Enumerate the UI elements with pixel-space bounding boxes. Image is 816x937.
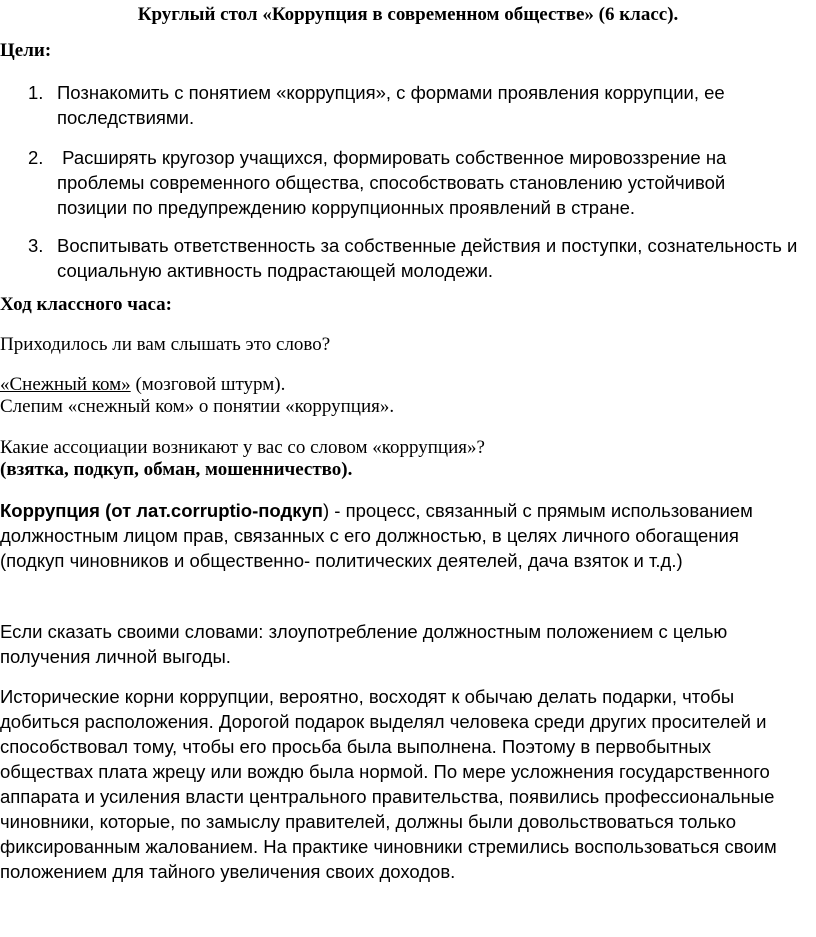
snowball-block (0, 374, 394, 418)
course-heading: Ход классного часа: (0, 294, 172, 315)
goal-number: 2. (28, 147, 44, 168)
own-words-paragraph: Если сказать своими словами: злоупотребление должностным положением с целью получения личной выгоды. (0, 621, 728, 667)
snowball-rest: (мозговой штурм). (130, 374, 286, 395)
goal-text: Воспитывать ответственность за собственные действия и поступки, сознательность и социальную активность подрастающей молодежи. (57, 235, 798, 281)
goal-item-3 (0, 233, 800, 283)
history-paragraph: Исторические корни коррупции, вероятно, восходят к обычаю делать подарки, чтобы добиться расположения. Дорогой подарок выделял человека среди других просителей и способствовал тому, чтобы его просьба была выполнена. Поэтому в первобытных обществах плата жрецу или вождю была нормой. По мере усложнения государственного аппарата и усиления власти центрального правительства, появились профессиональные чиновники, которые, по замыслу правителей, должны были довольствоваться только фиксированным жалованием. На практике чиновники стремились воспользоваться своим положением для тайного увеличения своих доходов. (0, 686, 777, 882)
snowball-link[interactable]: «Снежный ком» (0, 374, 131, 395)
goal-item-1 (0, 80, 800, 130)
snowball-line-1 (0, 374, 394, 396)
definition-text: ) - процесс, связанный с прямым использованием должностным лицом прав, связанных с его должностью, в целях личного обогащения (подкуп чиновников и общественно- политических деятелей, дача взяток и т.д.) (0, 500, 753, 571)
snowball-line-2: Слепим «снежный ком» о понятии «коррупция». (0, 396, 395, 417)
definition-term: Коррупция (от лат.corruptio-подкуп (0, 500, 323, 521)
goals-heading: Цели: (0, 40, 52, 61)
associations-block (0, 437, 485, 481)
associations-answer: (взятка, подкуп, обман, мошенничество). (0, 459, 353, 480)
question-text: Приходилось ли вам слышать это слово? (0, 334, 331, 355)
goal-number: 1. (28, 82, 44, 103)
goal-number: 3. (28, 235, 44, 256)
goals-list (0, 80, 800, 283)
associations-question: Какие ассоциации возникают у вас со словом «коррупция»? (0, 437, 485, 458)
goal-item-2 (0, 145, 800, 220)
document-title: Круглый стол «Коррупция в современном обществе» (6 класс). (137, 4, 679, 25)
goal-text: Расширять кругозор учащихся, формировать собственное мировоззрение на проблемы современного общества, способствовать становлению устойчивой позиции по предупреждению коррупционных проявлений в стране. (57, 147, 732, 218)
definition-paragraph (0, 498, 790, 573)
goal-text: Познакомить с понятием «коррупция», с формами проявления коррупции, ее последствиями. (57, 82, 725, 128)
